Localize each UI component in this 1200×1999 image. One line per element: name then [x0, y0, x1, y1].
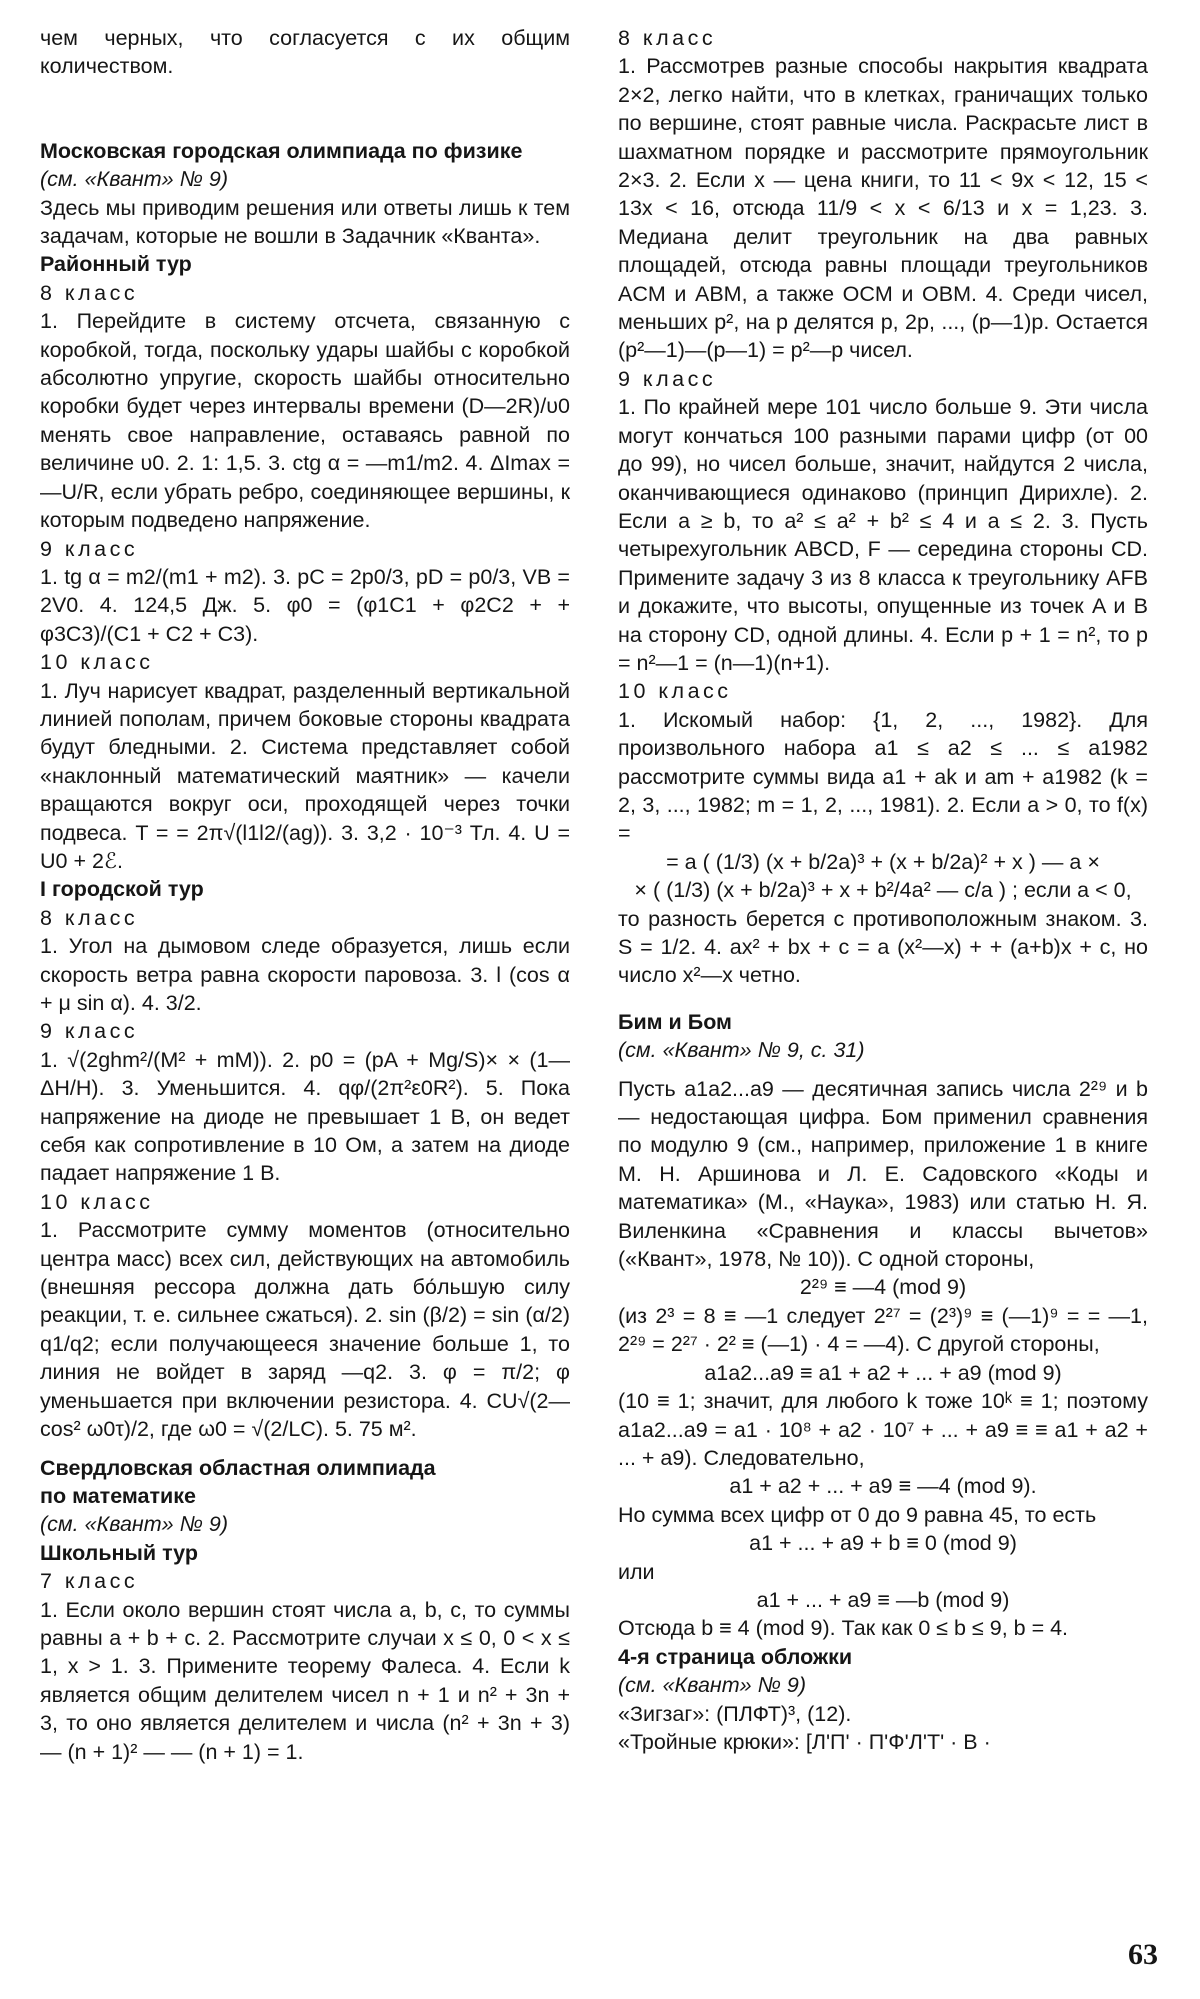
bim-bom-paragraph-6: Отсюда b ≡ 4 (mod 9). Так как 0 ≤ b ≤ 9, b = 4. [618, 1616, 1069, 1641]
math-grade-10-answers-cont: то разность берется с противоположным знаком. 3. S = 1/2. 4. ax² + bx + c = a (x²—x) + + (a+b)x + c, но число x²—x четно. [618, 906, 1148, 988]
moscow-olympiad-ref: (см. «Квант» № 9) [40, 167, 228, 192]
bim-bom-paragraph-2: (из 2³ = 8 ≡ —1 следует 2²⁷ = (2³)⁹ ≡ (—1)⁹ = = —1, 2²⁹ = 2²⁷ · 2² ≡ (—1) · 4 = —4). С другой стороны, [618, 1303, 1148, 1357]
bim-bom-ref: (см. «Квант» № 9, с. 31) [618, 1038, 865, 1063]
city-grade-8-answers: 1. Угол на дымовом следе образуется, лишь если скорость ветра равна скорости паровоза. 3. l (cos α + μ sin α). 4. 3/2. [40, 934, 570, 1015]
cover4-line-2: «Тройные крюки»: [Л'П' · П'Ф'Л'Т' · В · [618, 1729, 991, 1754]
district-round-title: Районный тур [40, 252, 192, 277]
bim-bom-formula-3: a1 + a2 + ... + a9 ≡ —4 (mod 9). [729, 1474, 1037, 1499]
bim-bom-paragraph-4: Но сумма всех цифр от 0 до 9 равна 45, то есть [618, 1502, 1097, 1527]
math-grade-10-answers: 1. Искомый набор: {1, 2, ..., 1982}. Для произвольного набора a1 ≤ a2 ≤ ... ≤ a1982 рассмотрите суммы вида a1 + ak и am + a1982 (k = 2, 3, ..., 1982; m = 1, 2, ..., 1981). 2. Если a > 0, то f(x) = [618, 707, 1148, 846]
math-grade-8-label: 8 класс [618, 26, 717, 50]
district-grade-8-answers: 1. Перейдите в систему отсчета, связанную с коробкой, тогда, поскольку удары шайбы с коробкой абсолютно упругие, скорость шайбы относительно коробки будет через интервалы времени (D—2R)/υ0 менять свое направление, оставаясь равной по величине υ0. 2. 1: 1,5. 3. ctg α = —m1/m2. 4. ΔImax = —U/R, если убрать ребро, соединяющее вершины, к которым подведено напряжение. [40, 309, 570, 533]
bim-bom-formula-4: a1 + ... + a9 + b ≡ 0 (mod 9) [749, 1531, 1017, 1556]
district-grade-9-answers: 1. tg α = m2/(m1 + m2). 3. pC = 2p0/3, pD = p0/3, VB = 2V0. 4. 124,5 Дж. 5. φ0 = (φ1C1 + φ2C2 + + φ3C3)/(C1 + C2 + C3). [40, 564, 570, 646]
cover4-title: 4-я страница обложки [618, 1644, 853, 1669]
right-column [618, 24, 1148, 1756]
cover4-ref: (см. «Квант» № 9) [618, 1673, 806, 1698]
sverdlovsk-ref: (см. «Квант» № 9) [40, 1512, 228, 1537]
bim-bom-formula-5: a1 + ... + a9 ≡ —b (mod 9) [756, 1587, 1010, 1612]
formula-line-2: × ( (1/3) (x + b/2a)³ + x + b²/4a² — c/a ) ; если a < 0, [634, 878, 1132, 903]
math-grade-10-label: 10 класс [618, 679, 732, 704]
cover4-line-1: «Зигзаг»: (ПЛФТ)³, (12). [618, 1701, 852, 1726]
left-column [40, 24, 570, 1766]
district-grade-9-label: 9 класс [40, 536, 139, 561]
city-grade-9-label: 9 класс [40, 1019, 139, 1044]
district-grade-8-label: 8 класс [40, 280, 139, 305]
moscow-olympiad-title: Московская городская олимпиада по физике [40, 138, 523, 163]
bim-bom-formula-1: 2²⁹ ≡ —4 (mod 9) [799, 1275, 967, 1300]
city-grade-8-label: 8 класс [40, 905, 139, 930]
city-grade-9-answers: 1. √(2ghm²/(M² + mM)). 2. p0 = (pA + Mg/S)× × (1—ΔH/H). 3. Уменьшится. 4. qφ/(2π²ε0R²). 5. Пока напряжение на диоде не превышает 1 В, он ведет себя как сопротивление в 10 Ом, а затем на диоде падает напряжение 1 В. [40, 1047, 570, 1186]
school-grade-7-label: 7 класс [40, 1569, 139, 1594]
bim-bom-paragraph-3: (10 ≡ 1; значит, для любого k тоже 10ᵏ ≡ 1; поэтому a1a2...a9 = a1 · 10⁸ + a2 · 10⁷ + ... + a9 ≡ ≡ a1 + a2 + ... + a9). Следовательно, [618, 1389, 1148, 1470]
school-round-title: Школьный тур [40, 1540, 198, 1565]
bim-bom-title: Бим и Бом [618, 1009, 732, 1034]
bim-bom-paragraph-5: или [618, 1559, 655, 1584]
city-grade-10-label: 10 класс [40, 1189, 154, 1214]
sverdlovsk-title-line-2: по математике [40, 1483, 196, 1508]
sverdlovsk-title-line-1: Свердловская областная олимпиада [40, 1455, 436, 1480]
bim-bom-paragraph-1: Пусть a1a2...a9 — десятичная запись числа 2²⁹ и b — недостающая цифра. Бом применил сравнения по модулю 9 (см., например, приложение 1 в книге М. Н. Аршинова и Л. Е. Садовского «Коды и математика» (М., «Наука», 1983) или статью Н. Я. Виленкина «Сравнения и классы вычетов» («Квант», 1978, № 10)). С одной стороны, [618, 1076, 1148, 1272]
math-grade-9-answers: 1. По крайней мере 101 число больше 9. Эти числа могут кончаться 100 разными парами цифр (от 00 до 99), но чисел больше, значит, найдутся 2 числа, оканчивающиеся одинаково (принцип Дирихле). 2. Если a ≥ b, то a² ≤ a² + b² ≤ 4 и a ≤ 2. 3. Пусть четырехугольник ABCD, F — середина стороны CD. Примените задачу 3 из 8 класса к треугольнику AFB и докажите, что высоты, опущенные из точек A и B на сторону CD, одной длины. 4. Если p + 1 = n², то p = n²—1 = (n—1)(n+1). [618, 395, 1148, 675]
district-grade-10-label: 10 класс [40, 650, 154, 675]
city-round-title: I городской тур [40, 877, 204, 902]
district-grade-10-answers: 1. Луч нарисует квадрат, разделенный вертикальной линией пополам, причем боковые стороны квадрата будут бледными. 2. Система представляет собой «наклонный математический маятник» — качели вращаются вокруг оси, проходящей через точки подвеса. T = = 2π√(l1l2/(ag)). 3. 3,2 · 10⁻³ Тл. 4. U = U0 + 2ℰ. [40, 678, 570, 873]
bim-bom-formula-2: a1a2...a9 ≡ a1 + a2 + ... + a9 (mod 9) [704, 1360, 1062, 1385]
city-grade-10-answers: 1. Рассмотрите сумму моментов (относительно центра масс) всех сил, действующих на автомобиль (внешняя рессора должна дать бо́льшую силу реакции, т. е. сильнее сжаться). 2. sin (β/2) = sin (α/2) q1/q2; если получающееся значение больше 1, то линия не войдет в заряд —q2. 3. φ = π/2; φ уменьшается при включении резистора. 4. CU√(2—cos² ω0τ)/2, где ω0 = √(2/LC). 5. 75 м². [40, 1218, 570, 1442]
school-grade-7-answers: 1. Если около вершин стоят числа a, b, c, то суммы равны a + b + c. 2. Рассмотрите случаи x ≤ 0, 0 < x ≤ 1, x > 1. 3. Примените теорему Фалеса. 4. Если k является общим делителем чисел n + 1 и n² + 3n + 3, то оно является делителем и числа (n² + 3n + 3) — (n + 1)² — — (n + 1) = 1. [40, 1597, 570, 1764]
intro-paragraph: чем черных, что согласуется с их общим количеством. [40, 26, 570, 79]
formula-line-1: = a ( (1/3) (x + b/2a)³ + (x + b/2a)² + x ) — a × [666, 849, 1100, 874]
math-grade-9-label: 9 класс [618, 366, 717, 391]
page-number: 63 [1128, 1938, 1158, 1971]
math-grade-8-answers: 1. Рассмотрев разные способы накрытия квадрата 2×2, легко найти, что в клетках, граничащих только по вершине, стоят равные числа. Раскрасьте лист в шахматном порядке и рассмотрите прямоугольник 2×3. 2. Если x — цена книги, то 11 < 9x < 12, 15 < 13x < 16, отсюда 11/9 < x < 6/13 и x = 1,23. 3. Медиана делит треугольник на два равных площадей, отсюда равны площади треугольников ACM и ABM, а также OCM и OBM. 4. Среди чисел, меньших p², на p делятся p, 2p, ..., (p—1)p. Остается (p²—1)—(p—1) = p²—p чисел. [618, 54, 1148, 363]
moscow-olympiad-note: Здесь мы приводим решения или ответы лишь к тем задачам, которые не вошли в Задачник «Кванта». [40, 195, 570, 249]
